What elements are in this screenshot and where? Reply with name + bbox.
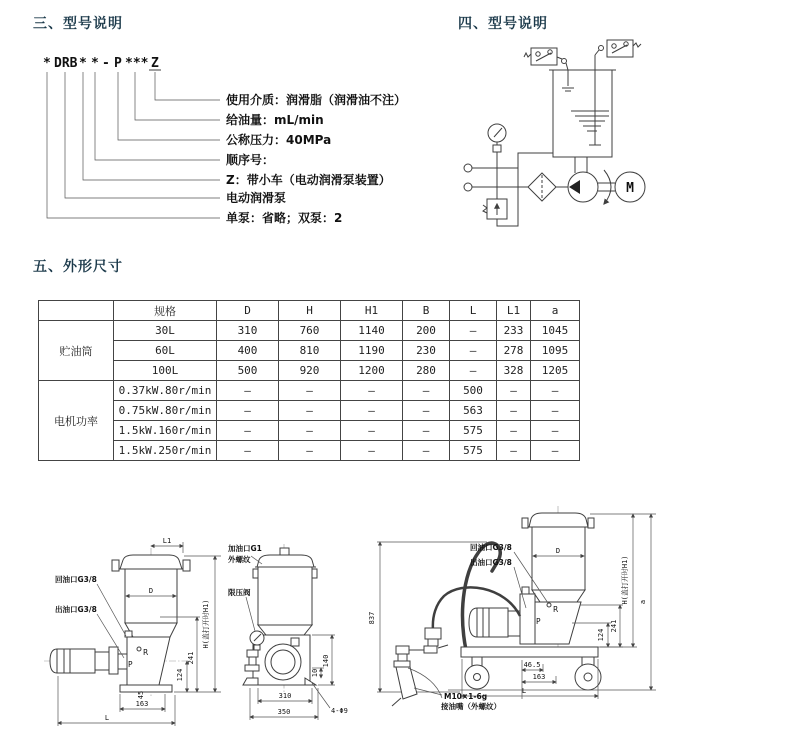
pressure-gauge-symbol	[488, 124, 506, 199]
section5-heading: 五、外形尺寸	[33, 259, 123, 275]
dim-label-l: L	[104, 714, 110, 722]
cell: 278	[497, 341, 531, 361]
motor-symbol	[598, 170, 645, 204]
dim-label-163: 163	[532, 673, 546, 681]
thread-spec-label: M10×1-6g	[444, 692, 488, 701]
port-mark-p: P	[536, 617, 541, 626]
cell: 30L	[114, 321, 217, 341]
table-row	[39, 361, 580, 381]
cell: —	[497, 381, 531, 401]
header-cell: B	[403, 301, 450, 321]
header-cell: D	[217, 301, 279, 321]
model-label-pump: 电动润滑泵	[226, 191, 287, 205]
return-port-label: 回油口G3/8	[55, 575, 97, 584]
group-cell-motor-power: 电机功率	[39, 381, 114, 461]
cell: 0.37kW.80r/min	[114, 381, 217, 401]
table-row	[39, 321, 580, 341]
cell: —	[341, 401, 403, 421]
cell: 1.5kW.250r/min	[114, 441, 217, 461]
cell: —	[403, 441, 450, 461]
cell: 563	[450, 401, 497, 421]
cell: 575	[450, 441, 497, 461]
cell: —	[531, 441, 580, 461]
cell: 233	[497, 321, 531, 341]
dim-label-163: 163	[135, 700, 149, 708]
model-label-medium: 使用介质：润滑脂（润滑油不注）	[226, 93, 407, 107]
dim-label-d: D	[148, 587, 154, 595]
cell: 1140	[341, 321, 403, 341]
cell: —	[497, 441, 531, 461]
cell: 100L	[114, 361, 217, 381]
cell: —	[217, 421, 279, 441]
table-row	[39, 421, 580, 441]
cell: —	[217, 401, 279, 421]
cell: —	[279, 441, 341, 461]
outline-drawings	[0, 498, 800, 732]
dim-label-124: 124	[176, 668, 184, 682]
dim-label-837: 837	[368, 611, 376, 625]
dim-label-124: 124	[597, 628, 605, 642]
model-part-stars: ***	[125, 56, 149, 71]
cell: 200	[403, 321, 450, 341]
cell: —	[341, 421, 403, 441]
cell: 1205	[531, 361, 580, 381]
model-label-cart: Z：带小车（电动润滑泵装置）	[226, 173, 391, 187]
header-cell	[39, 301, 114, 321]
cell: 280	[403, 361, 450, 381]
cell: 230	[403, 341, 450, 361]
cell: —	[279, 381, 341, 401]
cell: —	[497, 401, 531, 421]
header-cell: H1	[341, 301, 403, 321]
port-mark-r: R	[143, 648, 149, 657]
fill-port-label-line1: 加油口G1	[228, 544, 262, 553]
header-cell: 规格	[114, 301, 217, 321]
model-code-diagram	[30, 40, 460, 238]
table-row	[39, 401, 580, 421]
cell: 500	[217, 361, 279, 381]
cell: —	[450, 361, 497, 381]
cell: —	[217, 381, 279, 401]
cell: 0.75kW.80r/min	[114, 401, 217, 421]
filter-symbol	[472, 173, 568, 201]
header-cell: L	[450, 301, 497, 321]
table-row	[39, 381, 580, 401]
cell: —	[403, 381, 450, 401]
cell: —	[531, 381, 580, 401]
cell: —	[450, 341, 497, 361]
outlet-port-label: 出油口G3/8	[470, 558, 512, 567]
table-row	[39, 341, 580, 361]
model-part-star2: *	[79, 56, 87, 71]
cell: —	[279, 421, 341, 441]
cell: —	[531, 401, 580, 421]
section4-heading: 四、型号说明	[458, 16, 548, 32]
cell: 1.5kW.160r/min	[114, 421, 217, 441]
model-part-drb: DRB	[54, 56, 78, 71]
cell: —	[341, 381, 403, 401]
drawing-side-view	[44, 537, 221, 726]
model-leader-lines	[47, 72, 220, 218]
port-mark-r: R	[553, 605, 559, 614]
dim-label-d: D	[555, 547, 561, 555]
header-cell: L1	[497, 301, 531, 321]
cell: —	[497, 421, 531, 441]
outlet-port-label: 出油口G3/8	[55, 605, 97, 614]
cell: 328	[497, 361, 531, 381]
grease-nipple-label: 接油嘴（外螺纹）	[441, 702, 501, 711]
cell: —	[341, 441, 403, 461]
model-label-pressure: 公称压力：40MPa	[226, 133, 332, 147]
level-switch-low	[524, 48, 568, 70]
hydraulic-schematic	[455, 33, 705, 238]
cell: 500	[450, 381, 497, 401]
model-label-serial: 顺序号：	[226, 153, 275, 167]
model-label-flow: 给油量：mL/min	[226, 113, 324, 127]
dimension-table	[38, 300, 580, 461]
cell: 920	[279, 361, 341, 381]
model-part-star1: *	[43, 56, 51, 71]
section3-heading: 三、型号说明	[33, 16, 123, 32]
cell: 1190	[341, 341, 403, 361]
drawing-cart-view	[392, 506, 656, 711]
cell: 575	[450, 421, 497, 441]
cell: —	[403, 421, 450, 441]
header-cell: H	[279, 301, 341, 321]
cell: 760	[279, 321, 341, 341]
reservoir-symbol	[549, 55, 616, 157]
model-part-star3: *	[91, 56, 99, 71]
header-cell: a	[531, 301, 580, 321]
model-part-p: P	[114, 56, 122, 71]
cell: 60L	[114, 341, 217, 361]
table-row	[39, 441, 580, 461]
fill-port-label-line2: 外螺纹	[228, 555, 251, 564]
dim-label-h: H(盖打开时H1)	[202, 599, 210, 649]
cell: 1095	[531, 341, 580, 361]
dim-label-l: L	[521, 687, 527, 695]
motor-letter: M	[626, 181, 634, 196]
dim-label-4d9: 4-Φ9	[331, 707, 348, 715]
cell: —	[531, 421, 580, 441]
dim-label-a: a	[639, 599, 647, 605]
cell: 810	[279, 341, 341, 361]
dim-label-h: H(盖打开时H1)	[621, 555, 629, 605]
dim-label-241: 241	[610, 619, 618, 633]
cell: —	[403, 401, 450, 421]
cell: 1200	[341, 361, 403, 381]
cell: 310	[217, 321, 279, 341]
dim-label-46-5: 46.5	[523, 661, 541, 669]
return-port-label: 回油口G3/8	[470, 543, 512, 552]
cell: —	[279, 401, 341, 421]
dim-label-241: 241	[187, 651, 195, 665]
cell: —	[450, 321, 497, 341]
cell: 400	[217, 341, 279, 361]
cell: —	[217, 441, 279, 461]
model-part-z: Z	[151, 56, 159, 71]
relief-valve-label: 限压阀	[228, 588, 251, 597]
group-cell-reservoir: 贮油筒	[39, 321, 114, 381]
table-header-row	[39, 301, 580, 321]
dim-label-l1: L1	[162, 537, 172, 545]
port-mark-p: P	[128, 660, 133, 669]
cell: 1045	[531, 321, 580, 341]
model-label-single: 单泵：省略；双泵：2	[226, 211, 343, 225]
dim-label-310: 310	[278, 692, 292, 700]
dim-label-350: 350	[277, 708, 291, 716]
dim-label-10: 10	[311, 668, 319, 678]
model-code	[43, 56, 161, 71]
dim-label-140: 140	[322, 654, 330, 668]
model-part-dash: -	[102, 56, 110, 71]
level-switch-high	[595, 40, 641, 57]
dim-label-45: 45	[137, 690, 145, 700]
pump-symbol	[568, 157, 598, 202]
